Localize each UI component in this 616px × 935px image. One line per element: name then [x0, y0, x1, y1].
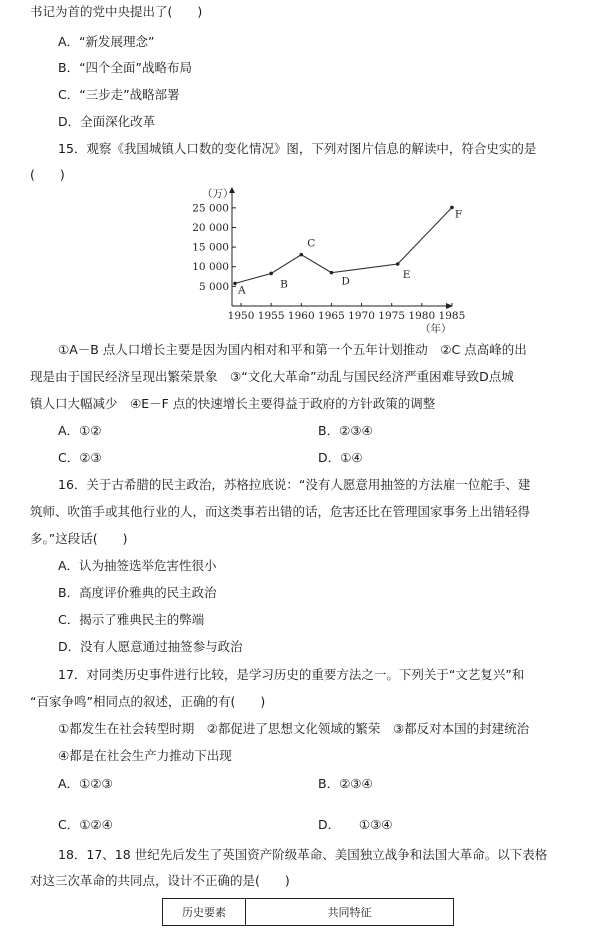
- data-point: [396, 262, 400, 266]
- q15-statement-2: 现是由于国民经济呈现出繁荣景象 ③“文化大革命”动乱与国民经济严重困难导致D点城: [30, 369, 514, 384]
- point-label: B: [280, 278, 288, 291]
- point-label: F: [454, 208, 463, 221]
- q15-statement-3: 镇人口大幅减少 ④E－F 点的快速增长主要得益于政府的方针政策的调整: [30, 396, 436, 411]
- question-17-stem-1: 17．对同类历史事件进行比较，是学习历史的重要方法之一。下列关于“文艺复兴”和: [58, 667, 525, 682]
- question-16-stem-3: 多。”这段话( ): [30, 531, 128, 546]
- question-16-stem-1: 16．关于古希腊的民主政治，苏格拉底说：“没有人愿意用抽签的方法雇一位舵手、建: [58, 477, 531, 492]
- data-point: [450, 206, 454, 210]
- q14-option-a: A．“新发展理念”: [58, 34, 155, 49]
- q14-option-d: D．全面深化改革: [58, 114, 156, 129]
- x-tick-label: 1960: [287, 310, 315, 322]
- question-15-paren: ( ): [30, 167, 65, 182]
- table-header-feature: 共同特征: [327, 906, 372, 919]
- chart-y-ticks: [192, 202, 236, 293]
- point-label: C: [307, 237, 316, 250]
- x-tick-label: 1985: [438, 310, 466, 322]
- question-18-stem-1: 18．17、18 世纪先后发生了英国资产阶级革命、美国独立战争和法国大革命。以下表格: [58, 847, 548, 862]
- q15-statement-1: ①A－B 点人口增长主要是因为国内相对和平和第一个五年计划推动 ②C 点高峰的出: [58, 342, 527, 357]
- q15-option-d: D．①④: [318, 450, 363, 465]
- chart-axes: [229, 187, 453, 309]
- y-tick-label: 5 000: [198, 280, 229, 293]
- y-tick-label: 20 000: [192, 221, 229, 234]
- q15-option-c: C．②③: [58, 450, 102, 465]
- q14-option-b: B．“四个全面”战略布局: [58, 60, 193, 75]
- x-tick-label: 1965: [318, 310, 345, 322]
- comparison-table: [162, 898, 454, 926]
- x-tick-label: 1950: [227, 310, 255, 322]
- question-14-stem: 书记为首的党中央提出了( ): [30, 4, 203, 19]
- x-tick-label: 1955: [257, 310, 285, 322]
- point-label: E: [402, 268, 411, 281]
- y-tick-label: 10 000: [192, 261, 229, 274]
- chart-point-labels: [237, 208, 462, 296]
- data-point: [269, 272, 273, 276]
- population-series-line: [235, 207, 452, 283]
- q14-option-c: C．“三步走”战略部署: [58, 87, 180, 102]
- question-15-stem: 15．观察《我国城镇人口数的变化情况》图，下列对图片信息的解读中，符合史实的是: [58, 141, 537, 156]
- point-label: A: [238, 284, 246, 297]
- q17-option-d: D． ①③④: [318, 817, 393, 832]
- x-tick-label: 1975: [378, 310, 406, 322]
- question-18-stem-2: 对这三次革命的共同点，设计不正确的是( ): [30, 873, 290, 888]
- q16-option-c: C．揭示了雅典民主的弊端: [58, 612, 205, 627]
- chart-y-axis-label: （万）: [202, 188, 234, 200]
- y-tick-label: 25 000: [192, 202, 229, 215]
- q17-option-c: C．①②④: [58, 817, 113, 832]
- q16-option-a: A．认为抽签选举危害性很小: [58, 558, 217, 573]
- data-point: [330, 271, 334, 275]
- question-17-stem-2: “百家争鸣”相同点的叙述，正确的有( ): [30, 694, 266, 709]
- q16-option-b: B．高度评价雅典的民主政治: [58, 585, 217, 600]
- question-16-stem-2: 筑师、吹笛手或其他行业的人，而这类事若出错的话，危害还比在管理国家事务上出错轻得: [30, 504, 531, 519]
- q16-option-d: D．没有人愿意通过抽签参与政治: [58, 639, 243, 654]
- chart-x-axis-label: （年）: [420, 323, 452, 335]
- q17-option-a: A．①②③: [58, 776, 113, 791]
- q17-option-b: B．②③④: [318, 776, 373, 791]
- urban-population-chart: [190, 186, 470, 336]
- q15-option-b: B．②③④: [318, 423, 373, 438]
- q17-statement-1: ①都发生在社会转型时期 ②都促进了思想文化领域的繁荣 ③都反对本国的封建统治: [58, 721, 530, 736]
- q17-statement-2: ④都是在社会生产力推动下出现: [58, 748, 232, 763]
- y-tick-label: 15 000: [192, 241, 229, 254]
- x-tick-label: 1970: [348, 310, 375, 322]
- q15-option-a: A．①②: [58, 423, 102, 438]
- point-label: D: [341, 275, 350, 288]
- x-tick-label: 1980: [408, 310, 436, 322]
- chart-series: [233, 206, 454, 285]
- table-header-element: 历史要素: [163, 899, 246, 925]
- data-point: [299, 253, 303, 257]
- data-point: [233, 282, 237, 286]
